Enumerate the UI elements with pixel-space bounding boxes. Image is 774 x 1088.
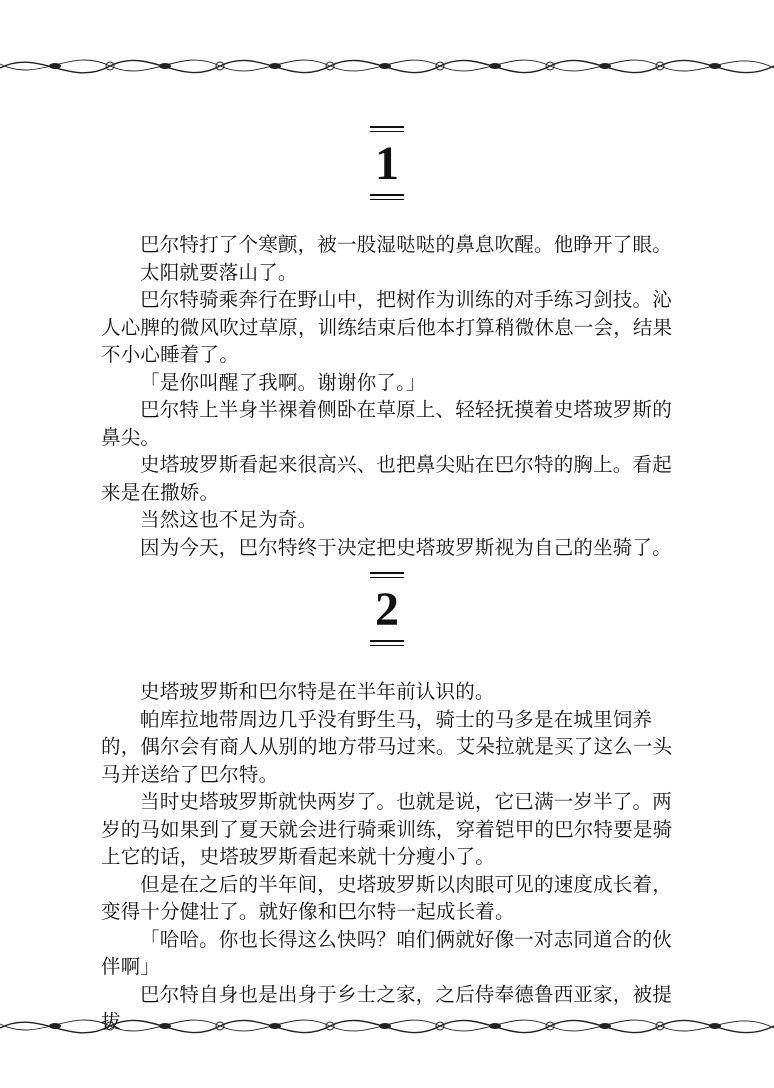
paragraph: 太阳就要落山了。: [140, 260, 298, 284]
paragraph: 「哈哈。你也长得这么快吗？咱们俩就好像一对志同道合的伙伴啊」: [101, 927, 672, 978]
paragraph: 史塔玻罗斯和巴尔特是在半年前认识的。: [140, 680, 495, 703]
chapter-1-body: [101, 231, 673, 561]
chapter-rule-bottom: [370, 640, 404, 646]
chapter-rule-bottom: [370, 194, 404, 200]
paragraph: 但是在之后的半年间，史塔玻罗斯以肉眼可见的速度成长着，变得十分健壮了。就好像和巴尔特一起成长着。: [101, 872, 672, 923]
paragraph: 巴尔特骑乘奔行在野山中，把树作为训练的对手练习剑技。沁人心脾的微风吹过草原，训练结束后他本打算稍微休息一会，结果不小心睡着了。: [101, 288, 673, 366]
paragraph: 帕库拉地带周边几乎没有野生马，骑士的马多是在城里饲养的，偶尔会有商人从别的地方带马过来。艾朵拉就是买了这么一头马并送给了巴尔特。: [101, 707, 673, 786]
chapter-number: 1: [375, 137, 399, 190]
paragraph: 巴尔特上半身半裸着侧卧在草原上、轻轻抚摸着史塔玻罗斯的鼻尖。: [101, 398, 672, 449]
chapter-1-heading: [0, 126, 774, 200]
paragraph: 巴尔特自身也是出身于乡士之家，之后侍奉德鲁西亚家，被提拔: [101, 982, 672, 1033]
paragraph: 「是你叫醒了我啊。谢谢你了。」: [140, 370, 426, 394]
top-vine-border-icon: [0, 44, 774, 88]
chapter-rule-top: [370, 126, 404, 132]
paragraph: 因为今天，巴尔特终于决定把史塔玻罗斯视为自己的坐骑了。: [140, 535, 672, 559]
bottom-vine-border-icon: [0, 1004, 774, 1048]
chapter-number: 2: [375, 583, 399, 636]
paragraph: 当然这也不足为奇。: [140, 508, 318, 531]
chapter-rule-top: [370, 572, 404, 578]
chapter-2-heading: [0, 572, 774, 646]
paragraph: 巴尔特打了个寒颤，被一股湿哒哒的鼻息吹醒。他睁开了眼。: [140, 233, 672, 256]
paragraph: 史塔玻罗斯看起来很高兴、也把鼻尖贴在巴尔特的胸上。看起来是在撒娇。: [101, 453, 672, 504]
paragraph: 当时史塔玻罗斯就快两岁了。也就是说，它已满一岁半了。两岁的马如果到了夏天就会进行骑乘训练，穿着铠甲的巴尔特要是骑上它的话，史塔玻罗斯看起来就十分瘦小了。: [101, 790, 673, 868]
chapter-2-body: [101, 678, 673, 1036]
